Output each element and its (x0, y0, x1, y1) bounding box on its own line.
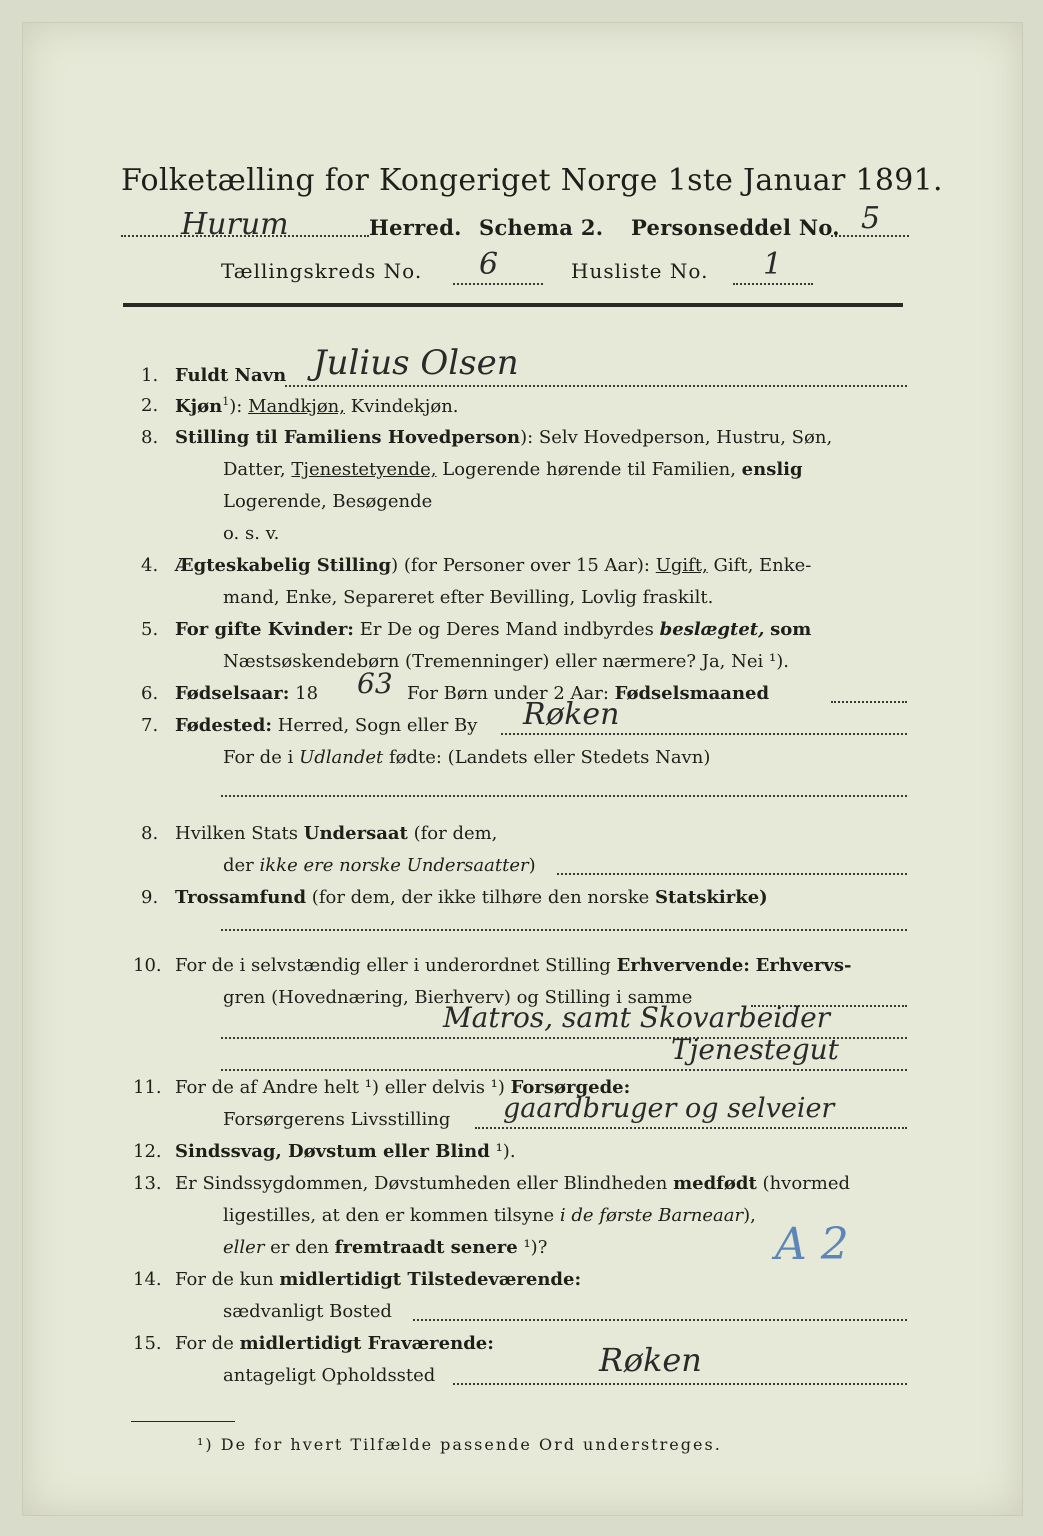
q13-number: 13. (133, 1173, 162, 1194)
q7-line1: Fødested: Herred, Sogn eller By (175, 715, 478, 736)
q10-number: 10. (133, 955, 162, 976)
q6-field-line (831, 701, 907, 703)
q5-number: 5. (141, 619, 159, 640)
schema-label: Schema 2. (479, 215, 604, 240)
q13-line1: Er Sindssygdommen, Døvstumheden eller Blindheden medfødt (hvormed (175, 1173, 851, 1194)
q14-field-line (413, 1319, 907, 1321)
header-rule (123, 303, 903, 307)
q15-line1: For de midlertidigt Fraværende: (175, 1333, 494, 1354)
q3-number: 8. (141, 427, 159, 448)
q13-line3: eller er den fremtraadt senere ¹)? (223, 1237, 548, 1258)
q9-number: 9. (141, 887, 159, 908)
husliste-field-line (733, 283, 813, 285)
q8-field-line (557, 873, 907, 875)
q15-field-line (453, 1383, 907, 1385)
q15-line2: antageligt Opholdssted (223, 1365, 436, 1386)
kreds-field-line (453, 283, 543, 285)
q1-field-line (285, 385, 907, 387)
herred-value: Hurum (181, 207, 289, 242)
q4-selected-option: Ugift, (655, 555, 708, 576)
q4-line1: Ægteskabelig Stilling) (for Personer over 15 Aar): Ugift, Gift, Enke- (175, 555, 812, 576)
kreds-label: Tællingskreds No. (221, 259, 423, 283)
q6-rest: For Børn under 2 Aar: Fødselsmaaned (407, 683, 770, 704)
q14-number: 14. (133, 1269, 162, 1290)
q7-number: 7. (141, 715, 159, 736)
q8-line2: der ikke ere norske Undersaatter) (223, 855, 536, 876)
husliste-label: Husliste No. (571, 259, 709, 283)
q3-line1: Stilling til Familiens Hovedperson): Selv Hovedperson, Hustru, Søn, (175, 427, 833, 448)
q10-line1: For de i selvstændig eller i underordnet Stilling Erhvervende: Erhvervs- (175, 955, 852, 976)
q7-field-line (501, 733, 907, 735)
q6-label: Fødselsaar: 18 (175, 683, 319, 704)
q13-line2: ligestilles, at den er kommen tilsyne i de første Barneaar), (223, 1205, 756, 1226)
form-title: Folketælling for Kongeriget Norge 1ste Januar 1891. (121, 163, 943, 198)
q6-number: 6. (141, 683, 159, 704)
q11-line1: For de af Andre helt ¹) eller delvis ¹) Forsørgede: (175, 1077, 631, 1098)
q13-note: A 2 (775, 1219, 849, 1270)
q14-line1: For de kun midlertidigt Tilstedeværende: (175, 1269, 582, 1290)
personseddel-value: 5 (861, 201, 881, 236)
footnote: ¹) De for hvert Tilfælde passende Ord understreges. (197, 1435, 722, 1454)
q11-value: gaardbruger og selveier (503, 1093, 835, 1124)
husliste-value: 1 (763, 247, 783, 282)
q11-field-line (475, 1127, 907, 1129)
q12-number: 12. (133, 1141, 162, 1162)
q7-value: Røken (523, 697, 620, 732)
q7-line2: For de i Udlandet fødte: (Landets eller Stedets Navn) (223, 747, 711, 768)
q8-number: 8. (141, 823, 159, 844)
q2-selected-option: Mandkjøn, (248, 396, 345, 417)
q2-text: Kjøn$^1$): Mandkjøn, Kvindekjøn. (175, 395, 459, 417)
kreds-value: 6 (479, 247, 499, 282)
q3-selected-option: Tjenestetyende, (291, 459, 437, 480)
q15-number: 15. (133, 1333, 162, 1354)
q11-line2: Forsørgerens Livsstilling (223, 1109, 451, 1130)
q7-field-line-2 (221, 795, 907, 797)
q4-line2: mand, Enke, Separeret efter Bevilling, Lovlig fraskilt. (223, 587, 714, 608)
q5-line2: Næstsøskendebørn (Tremenninger) eller nærmere? Ja, Nei ¹). (223, 651, 789, 672)
q1-label: Fuldt Navn (175, 365, 287, 386)
q9-field-line (221, 929, 907, 931)
q3-line2: Datter, Tjenestetyende, Logerende hørende til Familien, enslig (223, 459, 803, 480)
q10-value-2: Tjenestegut (671, 1033, 839, 1066)
q15-value: Røken (599, 1341, 702, 1379)
q10-field-line-3 (221, 1069, 907, 1071)
census-form-sheet (22, 22, 1023, 1516)
q3-line4: o. s. v. (223, 523, 280, 544)
personseddel-label: Personseddel No. (631, 215, 840, 240)
q10-line2: gren (Hovednæring, Bierhverv) og Stilling i samme (223, 987, 693, 1008)
q14-line2: sædvanligt Bosted (223, 1301, 392, 1322)
q2-number: 2. (141, 395, 159, 416)
q12-line1: Sindssvag, Døvstum eller Blind ¹). (175, 1141, 516, 1162)
q1-number: 1. (141, 365, 159, 386)
q10-value-1: Matros, samt Skovarbeider (443, 1001, 831, 1034)
q11-number: 11. (133, 1077, 162, 1098)
q8-line1: Hvilken Stats Undersaat (for dem, (175, 823, 498, 844)
q6-value: 63 (357, 667, 393, 700)
q5-line1: For gifte Kvinder: Er De og Deres Mand indbyrdes beslægtet, som (175, 619, 812, 640)
q1-value: Julius Olsen (313, 343, 519, 383)
herred-label: Herred. (369, 215, 462, 240)
footnote-rule (131, 1421, 235, 1422)
q4-number: 4. (141, 555, 159, 576)
q3-line3: Logerende, Besøgende (223, 491, 433, 512)
q9-line1: Trossamfund (for dem, der ikke tilhøre den norske Statskirke) (175, 887, 768, 908)
